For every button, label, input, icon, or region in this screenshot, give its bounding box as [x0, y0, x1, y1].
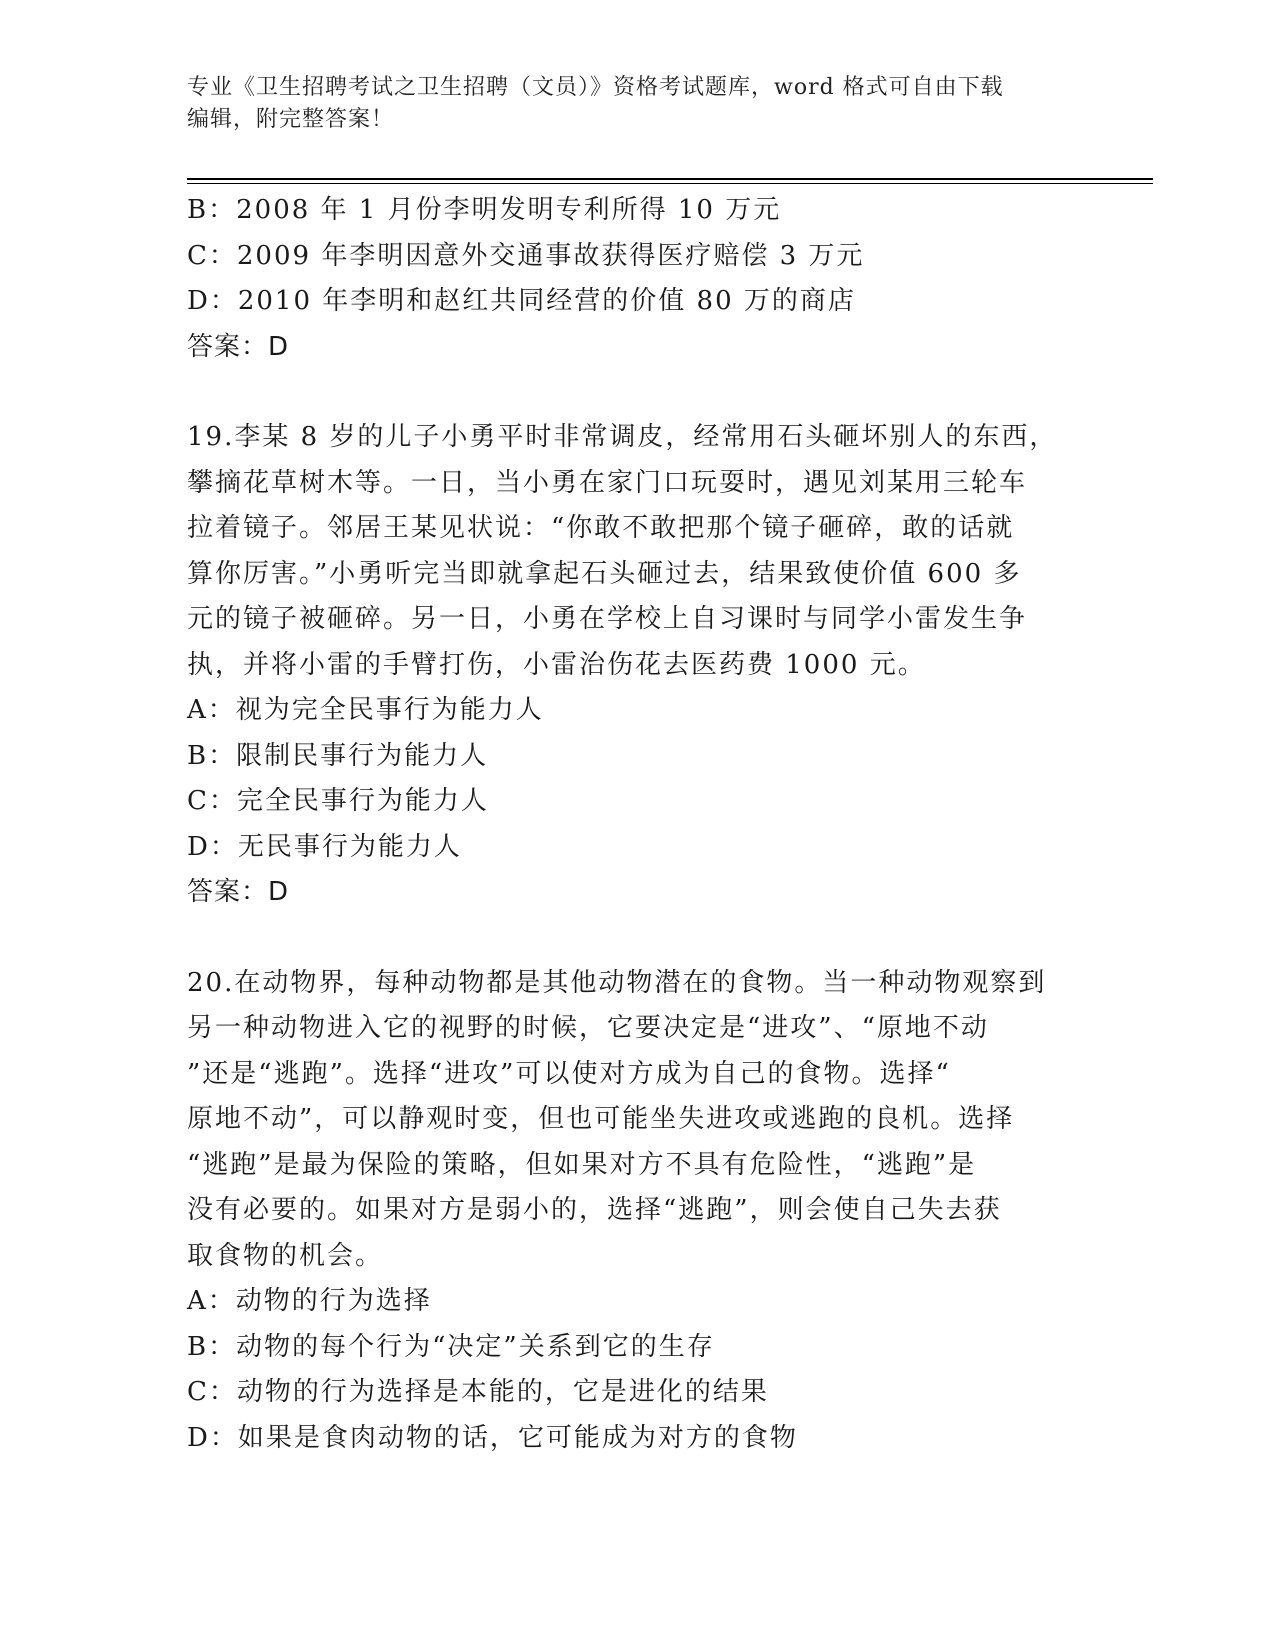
q20-stem-line: “逃跑”是最为保险的策略，但如果对方不具有危险性，“逃跑”是 — [187, 1149, 977, 1180]
header-line-1: 专业《卫生招聘考试之卫生招聘（文员）》资格考试题库，word 格式可自由下载 — [187, 75, 1004, 100]
question-content — [187, 188, 1077, 1461]
q20-stem-line: 原地不动”，可以静观时变，但也可能坐失进攻或逃跑的良机。选择 — [187, 1104, 1015, 1134]
page-header — [187, 72, 1087, 136]
q20-stem-line: 另一种动物进入它的视野的时候，它要决定是“进攻”、“原地不动 — [187, 1013, 989, 1043]
q20-stem-line: ”还是“逃跑”。选择“进攻”可以使对方成为自己的食物。选择“ — [187, 1058, 951, 1089]
q20-option-b: B：动物的每个行为“决定”关系到它的生存 — [187, 1331, 715, 1362]
q18-answer: 答案：D — [187, 331, 290, 362]
q20-stem-line: 没有必要的。如果对方是弱小的，选择“逃跑”，则会使自己失去获 — [187, 1195, 1002, 1225]
header-divider-thick — [187, 178, 1153, 180]
q19-answer: 答案：D — [187, 877, 290, 907]
spacer — [187, 916, 1077, 961]
q18-option-b: B：2008 年 1 月份李明发明专利所得 10 万元 — [187, 195, 782, 225]
q19-option-a: A：视为完全民事行为能力人 — [187, 695, 544, 725]
q19-stem-line: 拉着镜子。邻居王某见状说：“你敢不敢把那个镜子砸碎，敢的话就 — [187, 513, 1015, 543]
header-line-2: 编辑，附完整答案！ — [187, 107, 395, 132]
q20-stem-line: 取食物的机会。 — [187, 1240, 384, 1271]
q20-stem-line: 20.在动物界，每种动物都是其他动物潜在的食物。当一种动物观察到 — [187, 967, 1047, 998]
q19-stem-line: 算你厉害。”小勇听完当即就拿起石头砸过去，结果致使价值 600 多 — [187, 558, 1022, 589]
q19-stem-line: 攀摘花草树木等。一日，当小勇在家门口玩耍时，遇见刘某用三轮车 — [187, 467, 1028, 498]
q19-option-c: C：完全民事行为能力人 — [187, 786, 489, 816]
q19-stem-line: 元的镜子被砸碎。另一日，小勇在学校上自习课时与同学小雷发生争 — [187, 604, 1028, 634]
header-divider-thin — [187, 183, 1153, 184]
q19-stem-line: 执，并将小雷的手臂打伤，小雷治伤花去医药费 1000 元。 — [187, 649, 926, 680]
q18-option-d: D：2010 年李明和赵红共同经营的价值 80 万的商店 — [187, 286, 856, 316]
q18-option-c: C：2009 年李明因意外交通事故获得医疗赔偿 3 万元 — [187, 240, 865, 271]
spacer — [187, 370, 1077, 415]
q20-option-d: D：如果是食肉动物的话，它可能成为对方的食物 — [187, 1422, 798, 1453]
question-20 — [187, 961, 1077, 1462]
q20-option-a: A：动物的行为选择 — [187, 1286, 432, 1316]
question-19 — [187, 415, 1077, 916]
q20-option-c: C：动物的行为选择是本能的，它是进化的结果 — [187, 1377, 769, 1407]
question-18-tail — [187, 188, 1077, 370]
q19-option-d: D：无民事行为能力人 — [187, 831, 462, 862]
q19-option-b: B：限制民事行为能力人 — [187, 740, 489, 771]
q19-stem-line: 19.李某 8 岁的儿子小勇平时非常调皮，经常用石头砸坏别人的东西， — [187, 422, 1058, 452]
